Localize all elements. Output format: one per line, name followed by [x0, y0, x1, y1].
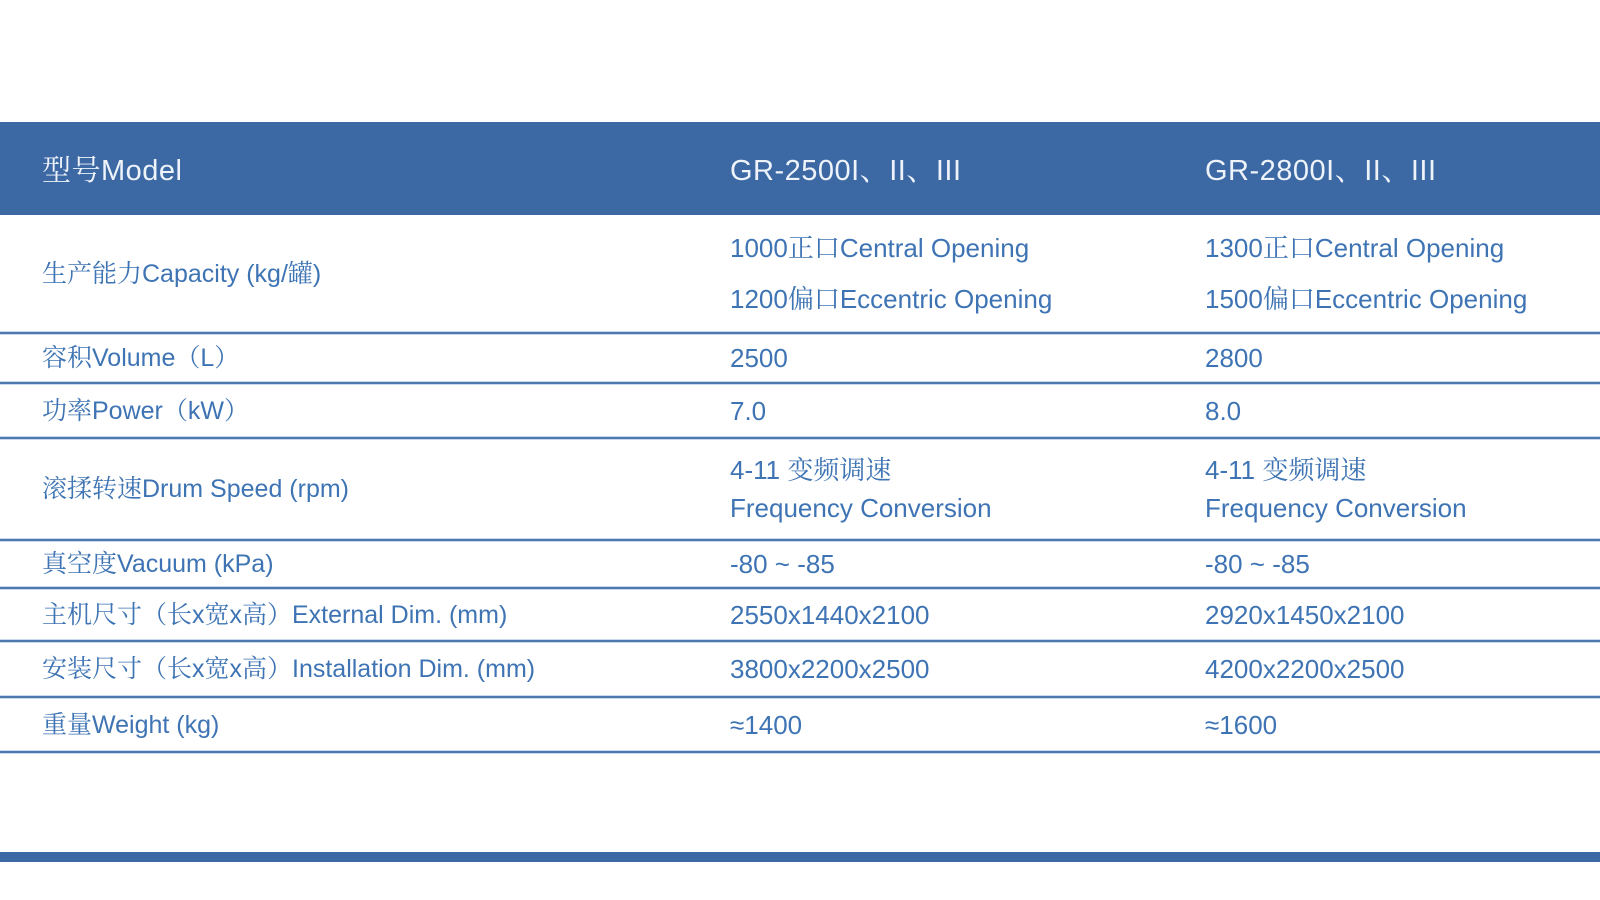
volume-value-gr2800: 2800	[1205, 343, 1263, 373]
table-row-capacity	[0, 215, 1600, 333]
header-model-gr2800: GR-2800I、II、III	[1205, 155, 1437, 187]
installation-dim-value-gr2800: 4200x2200x2500	[1205, 654, 1405, 684]
vacuum-value-gr2800: -80 ~ -85	[1205, 549, 1310, 579]
external-dim-value-gr2500: 2550x1440x2100	[730, 599, 930, 630]
external-dim-value-gr2800: 2920x1450x2100	[1205, 599, 1405, 630]
row-label: 真空度Vacuum (kPa)	[42, 550, 274, 578]
divider-line	[0, 750, 1600, 754]
table-row-volume	[0, 333, 1600, 383]
capacity-value-gr2500: 1000正口Central Opening 1200偏口Eccentric Opening	[730, 233, 1053, 314]
table-row-vacuum	[0, 540, 1600, 588]
drum-speed-value-gr2500: 4-11 变频调速 Frequency Conversion	[730, 455, 992, 523]
vacuum-value-gr2500: -80 ~ -85	[730, 549, 835, 579]
table-row-installation-dim	[0, 641, 1600, 697]
row-label: 生产能力Capacity (kg/罐)	[42, 260, 322, 288]
row-label: 容积Volume（L）	[42, 344, 240, 372]
capacity-value-gr2800: 1300正口Central Opening 1500偏口Eccentric Opening	[1205, 233, 1528, 314]
weight-value-gr2500: ≈1400	[730, 709, 803, 740]
table-row-drum-speed	[0, 438, 1600, 540]
row-label: 安装尺寸（长x宽x高）Installation Dim. (mm)	[42, 655, 536, 683]
footer-accent-bar	[0, 852, 1600, 862]
installation-dim-value-gr2500: 3800x2200x2500	[730, 654, 930, 684]
header-model-gr2500: GR-2500I、II、III	[730, 155, 962, 187]
table-header-row	[0, 122, 1600, 215]
weight-value-gr2800: ≈1600	[1205, 709, 1278, 740]
header-model-label: 型号Model	[42, 155, 183, 187]
power-value-gr2800: 8.0	[1205, 395, 1242, 426]
table-row-weight	[0, 697, 1600, 752]
row-label: 重量Weight (kg)	[42, 710, 220, 739]
table-row-external-dim	[0, 588, 1600, 641]
row-label: 主机尺寸（长x宽x高）External Dim. (mm)	[42, 600, 508, 629]
table-row-power	[0, 383, 1600, 438]
power-value-gr2500: 7.0	[730, 395, 767, 426]
drum-speed-value-gr2800: 4-11 变频调速 Frequency Conversion	[1205, 455, 1467, 523]
row-label: 滚揉转速Drum Speed (rpm)	[42, 475, 349, 503]
row-label: 功率Power（kW）	[42, 396, 249, 425]
volume-value-gr2500: 2500	[730, 343, 788, 373]
